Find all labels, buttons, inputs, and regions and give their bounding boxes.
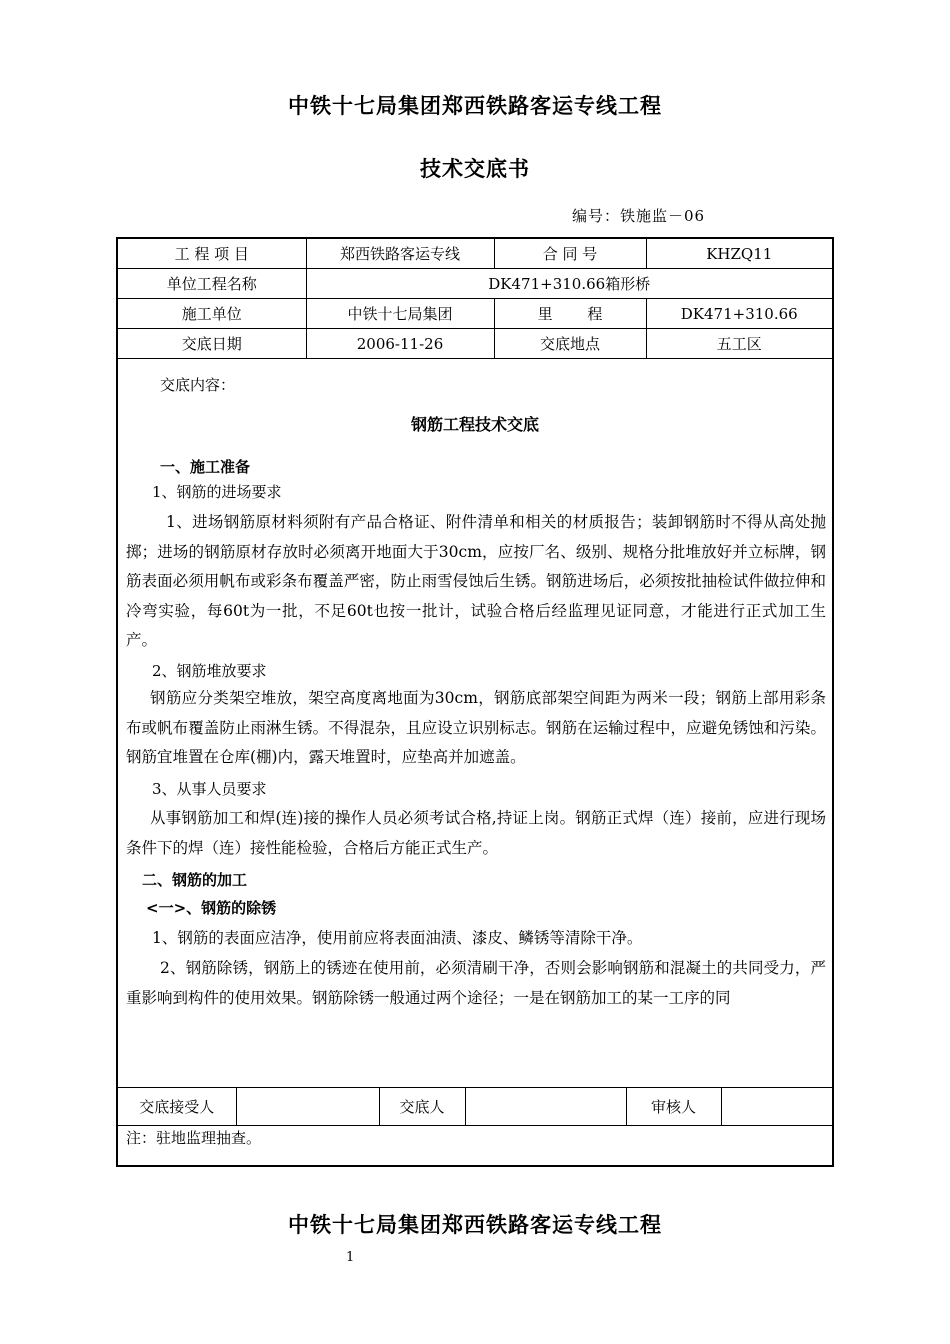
place-label: 交底地点 — [494, 329, 646, 359]
mileage-value: DK471+310.66 — [646, 299, 832, 329]
unit-name-value: DK471+310.66箱形桥 — [306, 269, 832, 299]
subsection-rust-removal: <一>、钢筋的除锈 — [146, 899, 277, 917]
page-number: 1 — [346, 1250, 355, 1265]
signature-table — [118, 1087, 832, 1126]
note-text: 注：驻地监理抽查。 — [126, 1129, 262, 1147]
discloser-label: 交底人 — [379, 1088, 465, 1126]
document-subtitle: 技术交底书 — [420, 157, 530, 181]
construction-unit-value: 中铁十七局集团 — [306, 299, 494, 329]
disclosure-content — [118, 358, 832, 1087]
table-row — [118, 329, 832, 359]
reviewer-signature-field[interactable] — [721, 1088, 832, 1126]
paragraph-entry-requirements: 1、进场钢筋原材料须附有产品合格证、附件清单和相关的材质报告；装卸钢筋时不得从高处抛掷；进场的钢筋原材存放时必须离开地面大于30cm，应按厂名、级别、规格分批堆放好并立标牌，钢筋表面必须用帆布或彩条布覆盖严密，防止雨雪侵蚀后生锈。钢筋进场后，必须按批抽检试件做拉伸和冷弯实验，每60t为一批，不足60t也按一批计，试验合格后经监理见证同意，才能进行正式加工生产。 — [126, 513, 826, 649]
content-title: 钢筋工程技术交底 — [410, 415, 539, 434]
paragraph-storage-requirements: 钢筋应分类架空堆放，架空高度离地面为30cm，钢筋底部架空间距为两米一段；钢筋上部用彩条布或帆布覆盖防止雨淋生锈。不得混杂，且应设立识别标志。钢筋在运输过程中，应避免锈蚀和污染。钢筋宜堆置在仓库(棚)内，露天堆置时，应垫高并加遮盖。 — [126, 689, 826, 766]
place-value: 五工区 — [646, 329, 832, 359]
content-label: 交底内容： — [160, 376, 236, 394]
discloser-signature-field[interactable] — [465, 1088, 626, 1126]
project-value: 郑西铁路客运专线 — [306, 239, 494, 269]
receiver-label: 交底接受人 — [118, 1088, 236, 1126]
date-label: 交底日期 — [118, 329, 306, 359]
footer-title: 中铁十七局集团郑西铁路客运专线工程 — [288, 1213, 662, 1237]
paragraph-personnel-requirements: 从事钢筋加工和焊(连)接的操作人员必须考试合格,持证上岗。钢筋正式焊（连）接前，应进行现场条件下的焊（连）接性能检验，合格后方能正式生产。 — [126, 809, 826, 857]
mileage-label: 里 程 — [494, 299, 646, 329]
subsection-entry-requirements: 1、钢筋的进场要求 — [152, 483, 282, 501]
section-heading-preparation: 一、施工准备 — [160, 458, 251, 476]
contract-label: 合 同 号 — [494, 239, 646, 269]
project-label: 工 程 项 目 — [118, 239, 306, 269]
date-value: 2006-11-26 — [306, 329, 494, 359]
project-info-table — [118, 239, 832, 359]
section-heading-processing: 二、钢筋的加工 — [142, 871, 248, 889]
paragraph-rust-removal-1: 1、钢筋的表面应洁净，使用前应将表面油渍、漆皮、鳞锈等清除干净。 — [152, 929, 643, 947]
table-row — [118, 1088, 832, 1126]
receiver-signature-field[interactable] — [236, 1088, 379, 1126]
construction-unit-label: 施工单位 — [118, 299, 306, 329]
document-number: 编号：铁施监－06 — [572, 207, 706, 225]
subsection-storage-requirements: 2、钢筋堆放要求 — [152, 662, 267, 680]
subsection-personnel-requirements: 3、从事人员要求 — [152, 780, 267, 798]
paragraph-rust-removal-2: 2、钢筋除锈，钢筋上的锈迹在使用前，必须清刷干净，否则会影响钢筋和混凝土的共同受力，严重影响到构件的使用效果。钢筋除锈一般通过两个途径；一是在钢筋加工的某一工序的同 — [126, 959, 826, 1007]
contract-value: KHZQ11 — [646, 239, 832, 269]
table-row — [118, 269, 832, 299]
document-title: 中铁十七局集团郑西铁路客运专线工程 — [288, 94, 662, 118]
table-row — [118, 239, 832, 269]
reviewer-label: 审核人 — [626, 1088, 721, 1126]
unit-name-label: 单位工程名称 — [118, 269, 306, 299]
table-row — [118, 299, 832, 329]
disclosure-form — [116, 237, 834, 1167]
